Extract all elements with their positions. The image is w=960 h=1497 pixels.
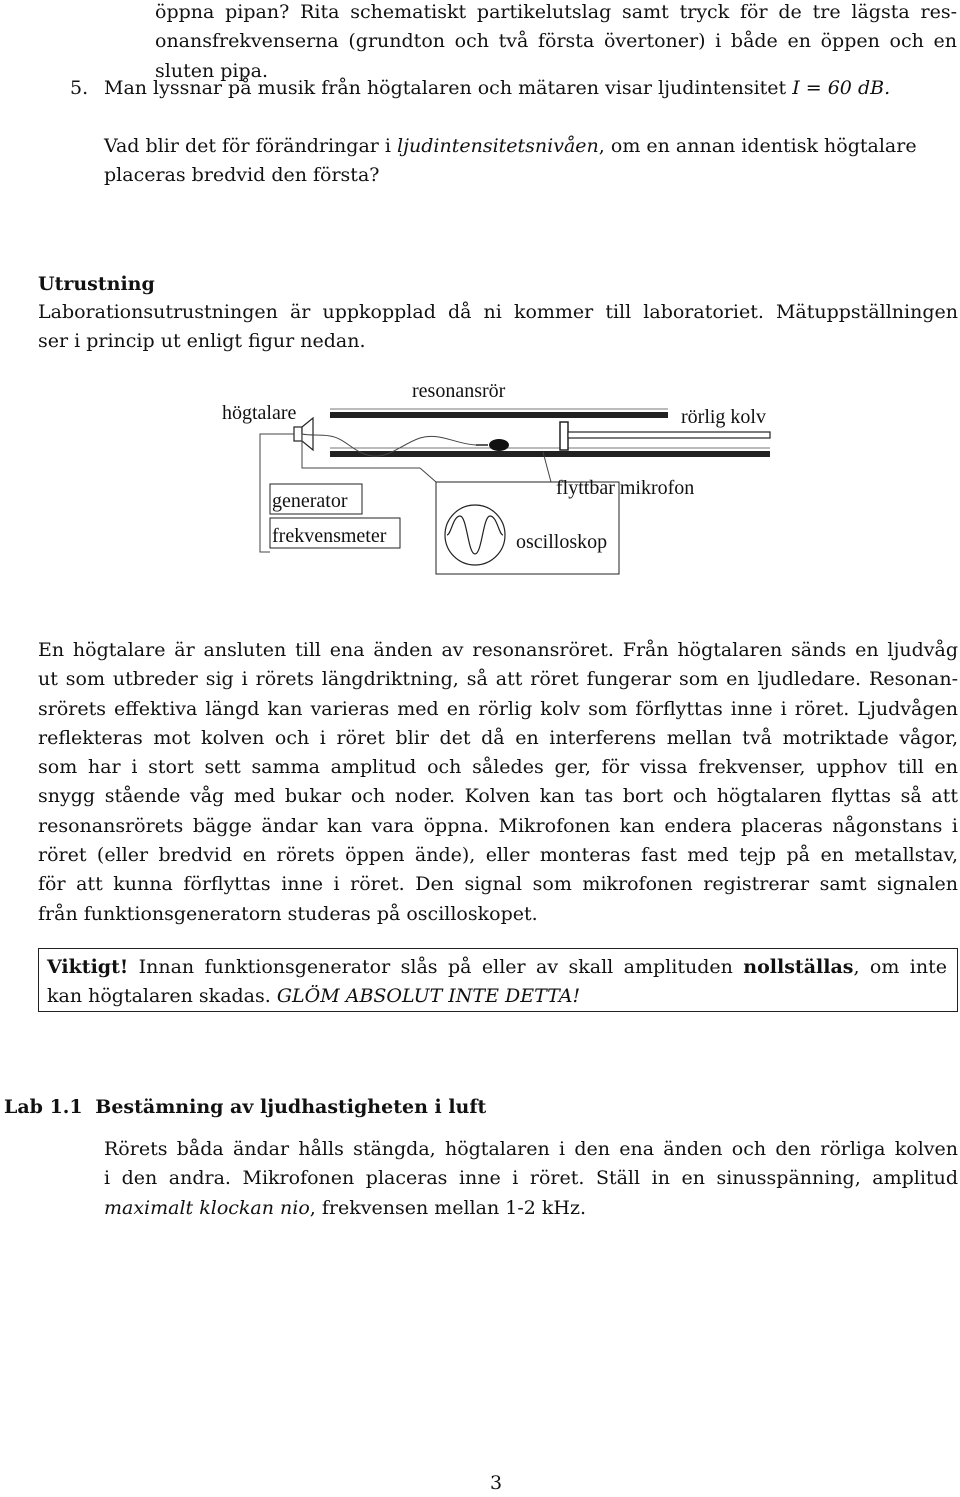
q4-line-2: onansfrekvenserna (grundton och två första övertoner) i både en öppen och en <box>155 30 957 53</box>
description-line: srörets effektiva längd kan varieras med en rörlig kolv som förflyttas inne i röret. Ljudvågen <box>38 697 958 720</box>
q5-number: 5. <box>70 77 89 99</box>
equipment-heading: Utrustning <box>38 273 155 295</box>
equipment-paragraph <box>38 298 958 357</box>
description-line: för att kunna förflyttas inne i röret. Den signal som mikrofonen registrerar samt signalen <box>38 873 958 896</box>
description-line: röret (eller bredvid en rörets öppen ände), eller monteras fast med tejp på en metallstav, <box>38 844 958 867</box>
microphone-icon <box>476 439 509 451</box>
speaker-label: högtalare <box>222 402 297 424</box>
description-paragraph <box>38 636 958 929</box>
q5-math: I = 60 dB. <box>792 77 891 99</box>
microphone-label: flyttbar mikrofon <box>556 477 695 499</box>
important-warning: GLÖM ABSOLUT INTE DETTA! <box>276 985 581 1008</box>
description-line: från funktionsgeneratorn studeras på oscilloskopet. <box>38 902 538 925</box>
important-notice <box>38 948 958 1012</box>
lab-title: Bestämning av ljudhastigheten i luft <box>95 1096 487 1118</box>
description-line: resonansrörets bägge ändar kan vara öppna. Mikrofonen kan endera placeras någonstans i <box>38 814 958 837</box>
equipment-line-2: ser i princip ut enligt figur nedan. <box>38 330 366 353</box>
lab-paragraph <box>104 1135 958 1223</box>
description-line: som har i stort sett samma amplitud och således ger, för vissa frekvenser, upphov till en <box>38 756 958 779</box>
lab-number: Lab 1.1 <box>4 1096 83 1118</box>
description-line: En högtalare är ansluten till ena änden av resonansröret. Från högtalaren sänds en ljudvåg <box>38 639 958 661</box>
oscilloscope-label: oscilloskop <box>516 531 608 553</box>
description-line: reflekteras mot kolven och i röret blir det då en interferens mellan två motriktade vågor, <box>38 726 958 749</box>
important-label: Viktigt! <box>47 956 129 978</box>
lab-line-2: i den andra. Mikrofonen placeras inne i röret. Ställ in en sinusspänning, amplitud <box>104 1167 958 1190</box>
description-line: ut som utbreder sig i rörets längdriktning, så att röret fungerar som en ljudledare. Resonan- <box>38 668 958 691</box>
q5-line-1: Man lyssnar på musik från högtalaren och mätaren visar ljudintensitet I = 60 dB. <box>104 77 891 99</box>
question-4-continuation <box>155 0 957 86</box>
q5-line-3: placeras bredvid den första? <box>104 164 380 186</box>
lab-line-1: Rörets båda ändar hålls stängda, högtalaren i den ena änden och den rörliga kolven <box>104 1138 958 1160</box>
description-line: snygg stående våg med bukar och noder. Kolven kan tas bort och högtalaren flyttas så att <box>38 785 958 808</box>
frequency-meter-label: frekvensmeter <box>272 525 387 547</box>
tube-label: resonansrör <box>412 380 506 402</box>
setup-figure <box>0 372 960 602</box>
q5-line-2: Vad blir det för förändringar i ljudintensitetsnivåen, om en annan identisk högtalare <box>104 135 917 157</box>
page-number: 3 <box>490 1472 503 1494</box>
q4-line-1: öppna pipan? Rita schematiskt partikelutslag samt tryck för de tre lägsta res- <box>155 1 957 23</box>
important-line-1: Viktigt! Innan funktionsgenerator slås på eller av skall amplituden nollställas, om inte <box>47 956 947 978</box>
q4-line-3: sluten pipa. <box>155 59 268 82</box>
important-line-2: kan högtalaren skadas. GLÖM ABSOLUT INTE DETTA! <box>47 985 581 1008</box>
piston-label: rörlig kolv <box>681 406 766 428</box>
lab-heading <box>4 1096 486 1118</box>
equipment-line-1: Laborationsutrustningen är uppkopplad då ni kommer till laboratoriet. Mätuppställningen <box>38 301 958 323</box>
oscilloscope-screen-icon <box>445 505 505 565</box>
generator-label: generator <box>272 490 348 512</box>
lab-line-3: maximalt klockan nio, frekvensen mellan 1-2 kHz. <box>104 1196 587 1219</box>
